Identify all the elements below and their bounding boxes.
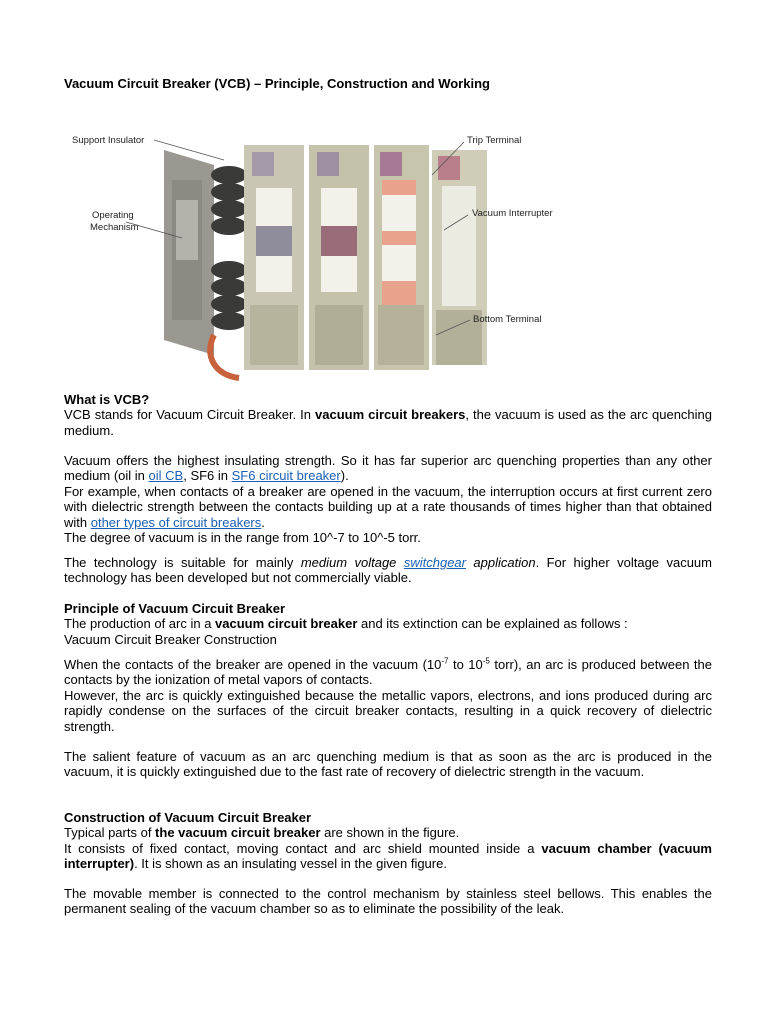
label-vacuum-interrupter: Vacuum Interrupter (472, 208, 553, 219)
what-is-p3: For example, when contacts of a breaker are opened in the vacuum, the interruption occurs at first current zero with dielectric strength between the contacts building up at a rate thousands of times higher than that obtained with other types of circuit breakers. (64, 483, 712, 530)
construction-p3: The movable member is connected to the control mechanism by stainless steel bellows. This enables the permanent sealing of the vacuum chamber so as to eliminate the possibility of the leak. (64, 886, 712, 917)
construction-p2: It consists of fixed contact, moving contact and arc shield mounted inside a vacuum chamber (vacuum interrupter). It is shown as an insulating vessel in the given figure. (64, 840, 712, 872)
sf6-circuit-breaker-link[interactable]: SF6 circuit breaker (231, 468, 341, 484)
principle-p5: The salient feature of vacuum as an arc quenching medium is that as soon as the arc is produced in the vacuum, it is quickly extinguished due to the fast rate of recovery of dielectric strength in the vacuum. (64, 749, 712, 780)
label-bottom-terminal: Bottom Terminal (473, 314, 542, 325)
principle-section (64, 601, 712, 647)
construction-p1: Typical parts of the vacuum circuit breaker are shown in the figure. (64, 825, 460, 841)
principle-p3-block (64, 657, 712, 734)
construction-section (64, 810, 712, 872)
what-is-p4: The degree of vacuum is in the range from 10^-7 to 10^-5 torr. (64, 530, 421, 546)
label-trip-terminal: Trip Terminal (467, 135, 522, 146)
principle-heading: Principle of Vacuum Circuit Breaker (64, 601, 286, 616)
label-mechanism: Mechanism (90, 222, 139, 233)
principle-p1: The production of arc in a vacuum circuit breaker and its extinction can be explained as follows : (64, 616, 628, 632)
vcb-figure (64, 120, 564, 382)
label-support-insulator: Support Insulator (72, 135, 145, 146)
what-is-vcb-heading: What is VCB? (64, 392, 150, 407)
what-is-vcb-section (64, 392, 712, 438)
principle-p4: However, the arc is quickly extinguished because the metallic vapors, electrons, and ions produced during arc rapidly condense on the surfaces of the circuit breaker contacts, resulting in a quick recovery of dielectric strength. (64, 687, 712, 734)
what-is-p2: Vacuum offers the highest insulating strength. So it has far superior arc quenching properties than any other medium (oil in oil CB, SF6 in SF6 circuit breaker). (64, 453, 712, 484)
switchgear-link[interactable]: switchgear (403, 555, 466, 570)
principle-p2: Vacuum Circuit Breaker Construction (64, 631, 277, 647)
document-title: Vacuum Circuit Breaker (VCB) – Principle, Construction and Working (64, 76, 490, 91)
oil-cb-link[interactable]: oil CB (148, 468, 184, 484)
what-is-p2-block (64, 453, 712, 545)
principle-p3: When the contacts of the breaker are opened in the vacuum ($10^{-7}$ to $10^{-5}$ torr), an arc is produced between the contacts by the ionization of metal vapors of contacts. (64, 656, 712, 688)
other-circuit-breakers-link[interactable]: other types of circuit breakers (90, 514, 262, 530)
what-is-p1: VCB stands for Vacuum Circuit Breaker. In vacuum circuit breakers, the vacuum is used as the arc quenching medium. (64, 407, 712, 438)
label-operating: Operating (92, 210, 134, 221)
what-is-p5: The technology is suitable for mainly medium voltage switchgear application. For higher voltage vacuum technology has been developed but not commercially viable. (64, 555, 712, 586)
construction-heading: Construction of Vacuum Circuit Breaker (64, 810, 312, 825)
